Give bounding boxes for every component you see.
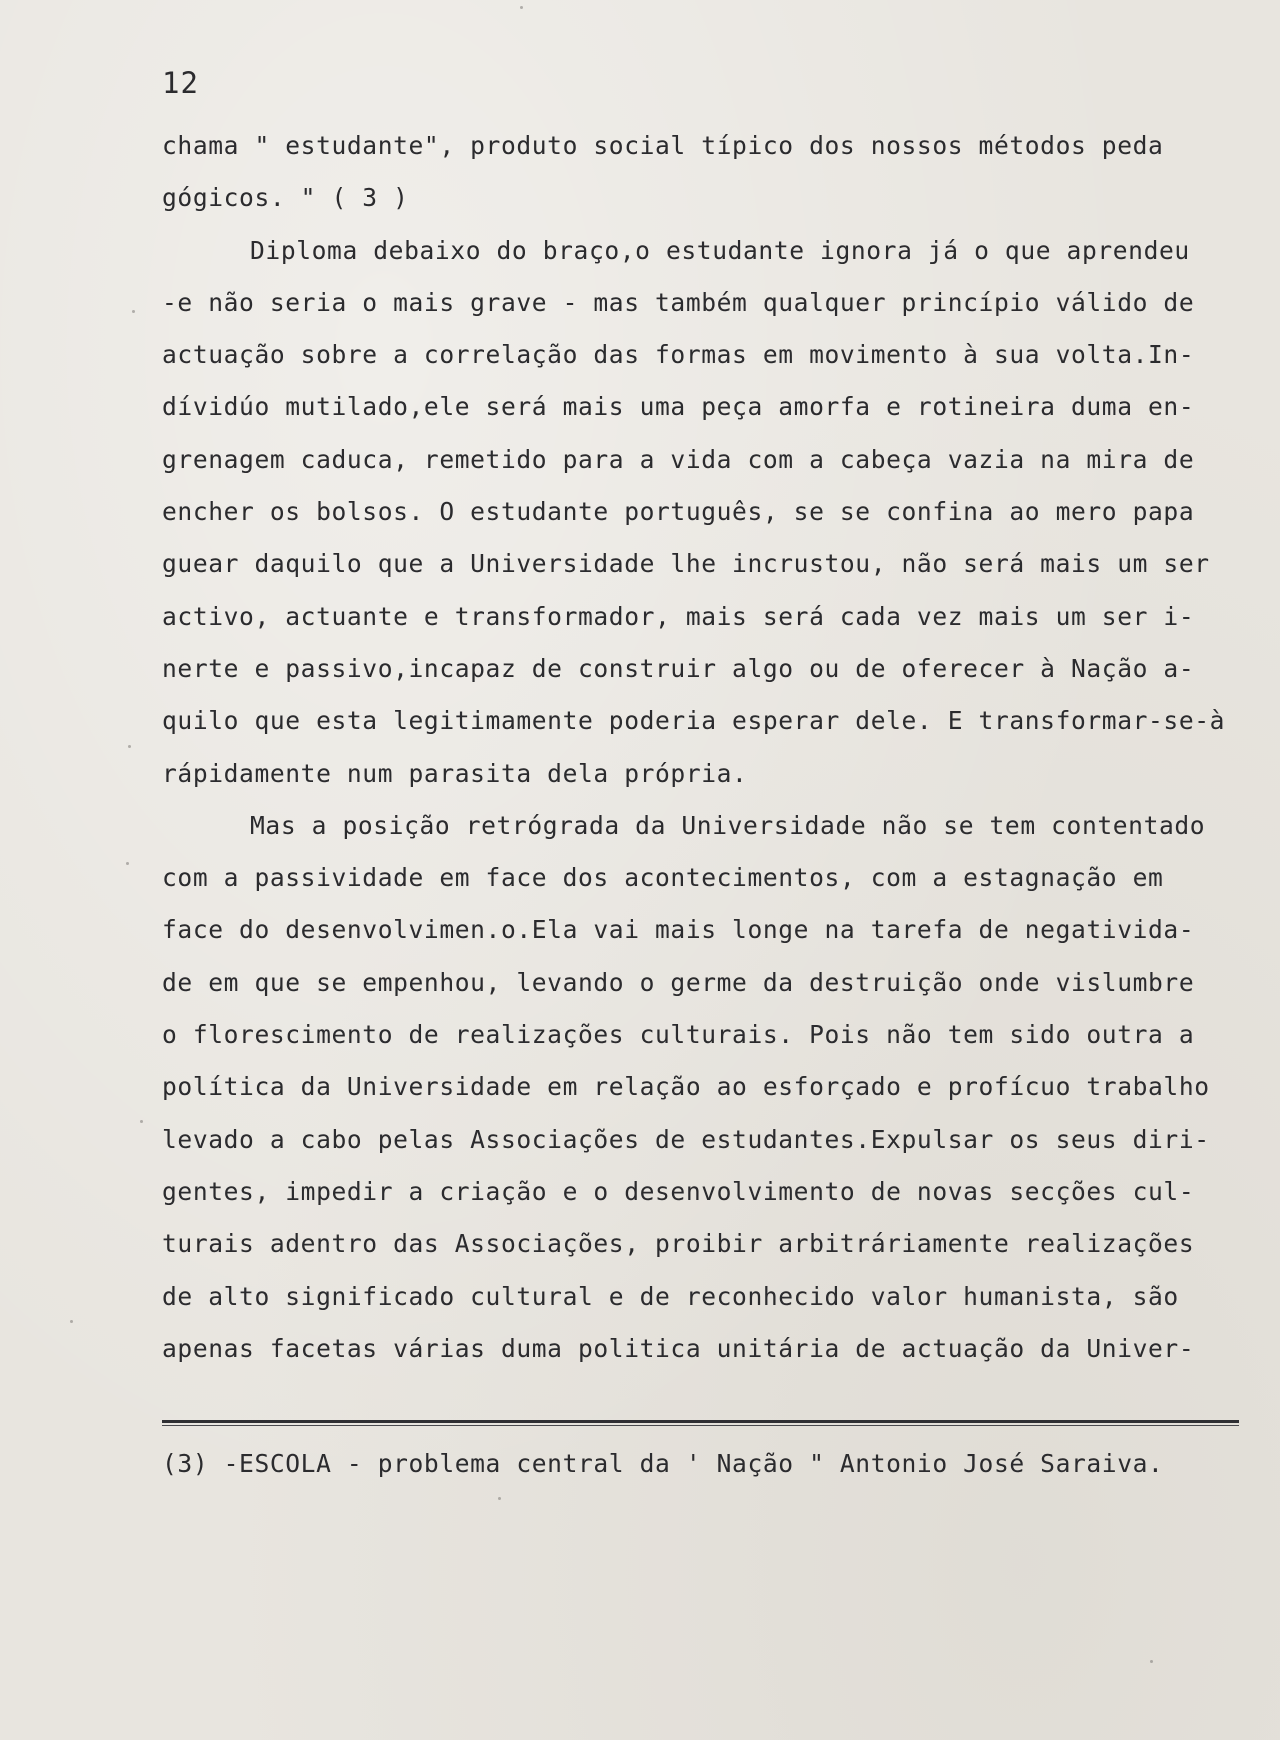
text-line: rápidamente num parasita dela própria. [162, 758, 748, 788]
paper-speck [126, 862, 129, 865]
page-number: 12 [162, 66, 199, 100]
text-line: activo, actuante e transformador, mais será cada vez mais um ser i- [162, 601, 1195, 631]
text-line: de em que se empenhou, levando o germe da destruição onde vislumbre [162, 967, 1195, 997]
paper-speck [520, 6, 523, 9]
text-line: dívidúo mutilado,ele será mais uma peça amorfa e rotineira duma en- [162, 392, 1195, 422]
text-line: gógicos. " ( 3 ) [162, 183, 409, 213]
footnote: (3) -ESCOLA - problema central da ' Nação " Antonio José Saraiva. [162, 1449, 1164, 1478]
text-line: política da Universidade em relação ao esforçado e profícuo trabalho [162, 1072, 1210, 1102]
paper-speck [1150, 1660, 1153, 1663]
text-line: grenagem caduca, remetido para a vida com a cabeça vazia na mira de [162, 444, 1195, 474]
text-line: chama " estudante", produto social típico dos nossos métodos peda [162, 131, 1164, 160]
text-line: o florescimento de realizações culturais. Pois não tem sido outra a [162, 1020, 1195, 1050]
body-text [162, 120, 1242, 1375]
text-line: com a passividade em face dos acontecimentos, com a estagnação em [162, 863, 1164, 893]
text-line: de alto significado cultural e de reconhecido valor humanista, são [162, 1281, 1179, 1311]
text-line: turais adentro das Associações, proibir arbitráriamente realizações [162, 1229, 1195, 1259]
text-line: nerte e passivo,incapaz de construir algo ou de oferecer à Nação a- [162, 653, 1195, 683]
paper-speck [498, 1497, 501, 1500]
text-line: gentes, impedir a criação e o desenvolvimento de novas secções cul- [162, 1176, 1195, 1206]
paper-speck [70, 1320, 73, 1323]
text-line: Mas a posição retrógrada da Universidade não se tem contentado [250, 810, 1206, 840]
text-line: levado a cabo pelas Associações de estudantes.Expulsar os seus diri- [162, 1124, 1210, 1154]
footnote-divider [162, 1420, 1239, 1423]
text-line: face do desenvolvimen.o.Ela vai mais longe na tarefa de negativida- [162, 915, 1195, 945]
text-line: guear daquilo que a Universidade lhe incrustou, não será mais um ser [162, 549, 1210, 579]
text-line: apenas facetas várias duma politica unitária de actuação da Univer- [162, 1333, 1195, 1363]
text-line: quilo que esta legitimamente poderia esperar dele. E transformar-se-à [162, 706, 1226, 736]
paper-speck [140, 1120, 143, 1123]
paper-speck [128, 745, 131, 748]
paper-speck [132, 310, 135, 313]
footnote-divider-thin [162, 1425, 1239, 1426]
text-line: -e não seria o mais grave - mas também qualquer princípio válido de [162, 287, 1195, 317]
text-line: encher os bolsos. O estudante português, se se confina ao mero papa [162, 497, 1195, 527]
text-line: actuação sobre a correlação das formas em movimento à sua volta.In- [162, 340, 1195, 370]
text-line: Diploma debaixo do braço,o estudante ignora já o que aprendeu [250, 235, 1190, 265]
